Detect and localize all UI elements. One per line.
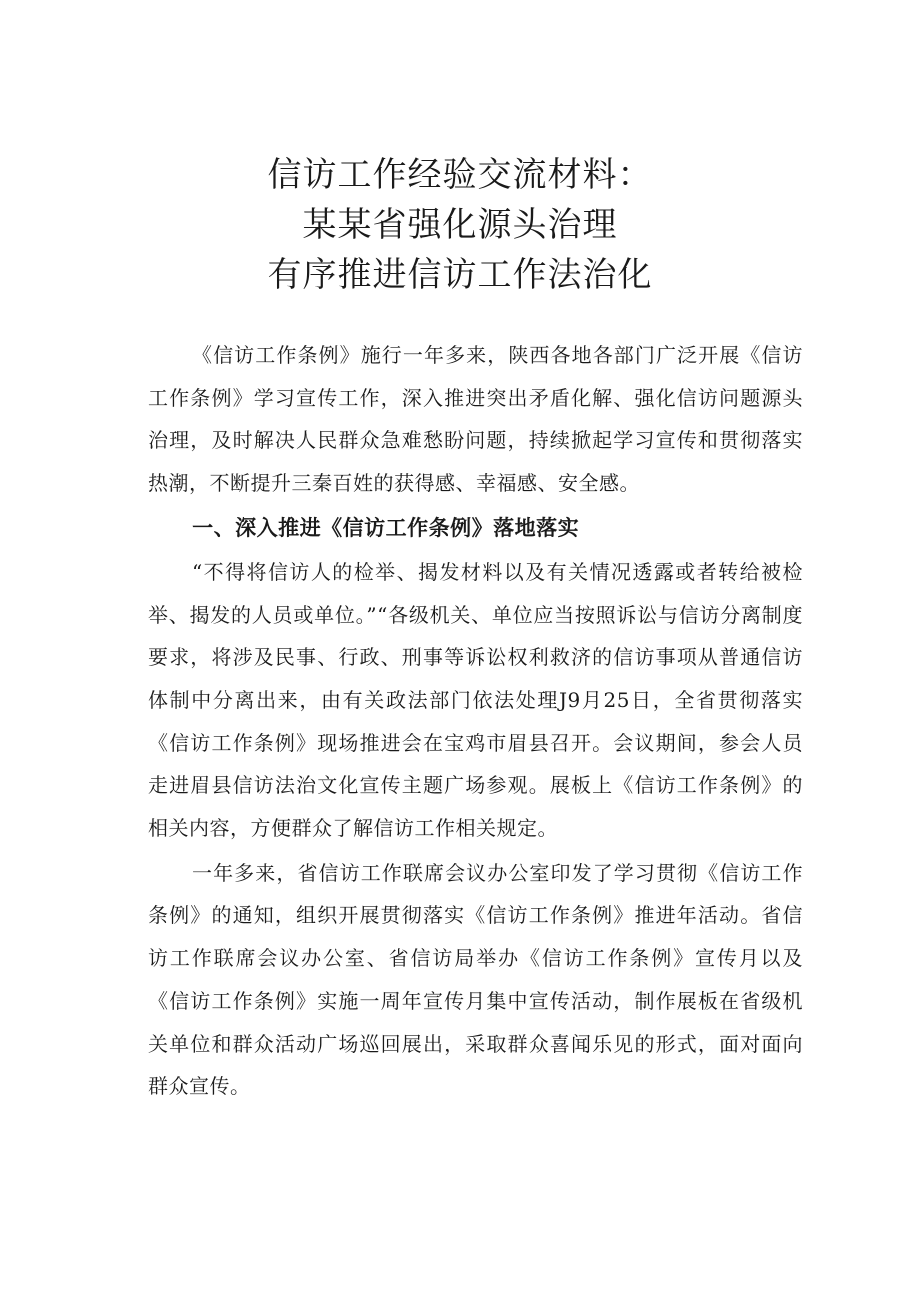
section1-paragraph-1: “不得将信访人的检举、揭发材料以及有关情况透露或者转给被检举、揭发的人员或单位。”“各级机关、单位应当按照诉讼与信访分离制度要求，将涉及民事、行政、刑事等诉讼权利救济的信访事项从普通信访体制中分离出来，由有关政法部门依法处理J9月25日，全省贯彻落实《信访工作条例》现场推进会在宝鸡市眉县召开。会议期间，参会人员走进眉县信访法治文化宣传主题广场参观。展板上《信访工作条例》的相关内容，方便群众了解信访工作相关规定。 xyxy=(148,559,803,841)
title-line-2: 某某省强化源头治理 xyxy=(302,205,618,245)
document-title xyxy=(0,150,920,300)
title-line-3: 有序推进信访工作法治化 xyxy=(267,255,653,295)
section-heading-1: 一、深入推进《信访工作条例》落地落实 xyxy=(192,515,580,540)
title-line-1: 信访工作经验交流材料： xyxy=(267,155,653,195)
document-body xyxy=(148,334,803,1108)
intro-paragraph: 《信访工作条例》施行一年多来，陕西各地各部门广泛开展《信访工作条例》学习宣传工作，深入推进突出矛盾化解、强化信访问题源头治理，及时解决人民群众急难愁盼问题，持续掀起学习宣传和贯彻落实热潮，不断提升三秦百姓的获得感、幸福感、安全感。 xyxy=(148,343,803,496)
section1-paragraph-2: 一年多来，省信访工作联席会议办公室印发了学习贯彻《信访工作条例》的通知，组织开展贯彻落实《信访工作条例》推进年活动。省信访工作联席会议办公室、省信访局举办《信访工作条例》宣传月以及《信访工作条例》实施一周年宣传月集中宣传活动，制作展板在省级机关单位和群众活动广场巡回展出，采取群众喜闻乐见的形式，面对面向群众宣传。 xyxy=(148,860,803,1099)
